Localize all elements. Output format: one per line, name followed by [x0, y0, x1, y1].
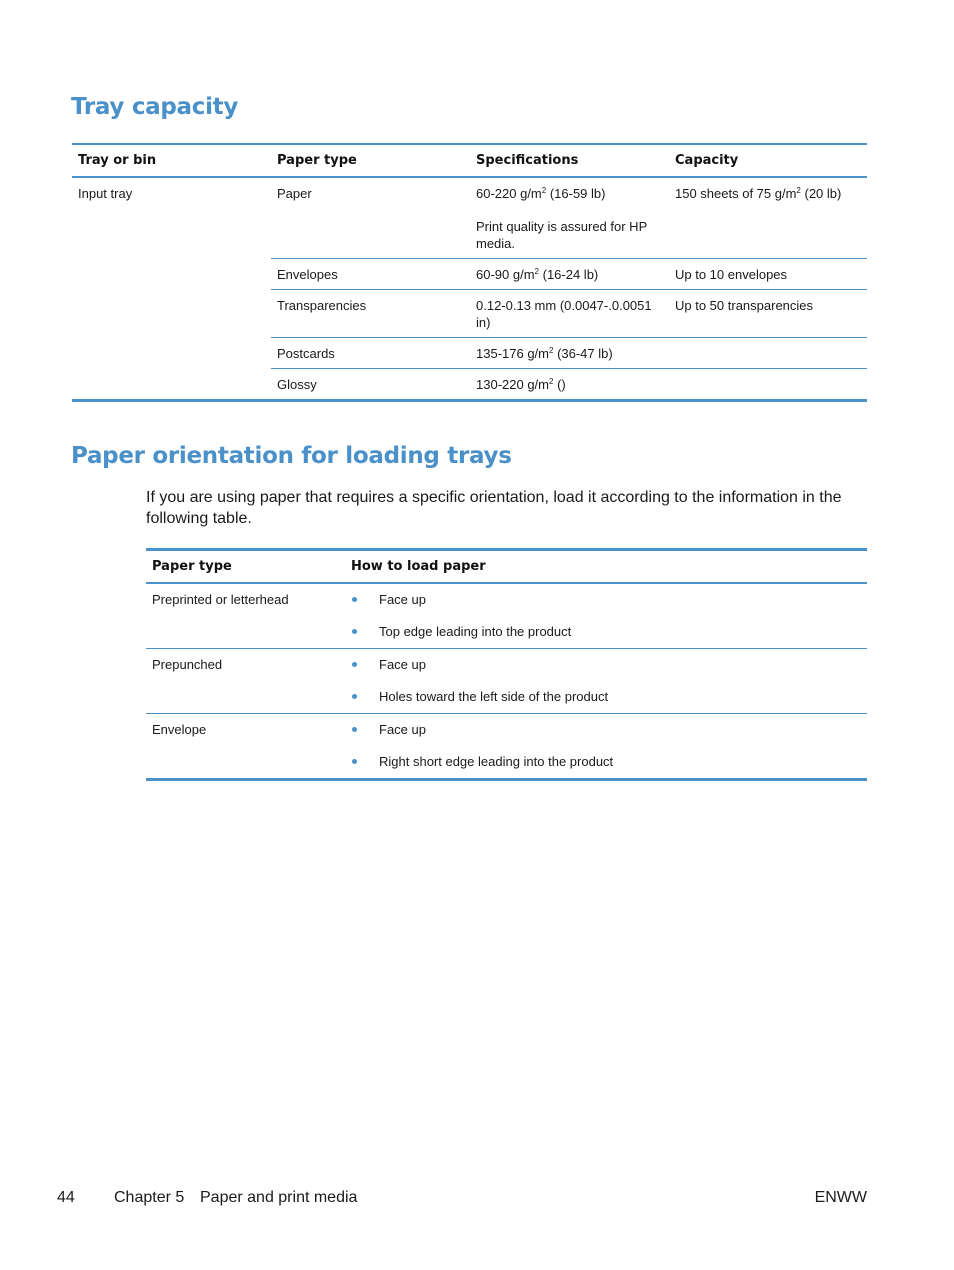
- table-header-row: [146, 550, 867, 584]
- load-steps-list: [351, 591, 861, 640]
- orientation-intro-text: If you are using paper that requires a specific orientation, load it according to the information in the following table.: [146, 489, 842, 527]
- load-steps-cell: [345, 649, 867, 714]
- table-row: [72, 177, 867, 259]
- specification-cell: 0.12-0.13 mm (0.0047-.0.0051 in): [470, 290, 669, 338]
- capacity-cell: [669, 338, 867, 369]
- document-id: ENWW: [814, 1189, 867, 1206]
- paper-type-cell: Glossy: [271, 369, 470, 401]
- paper-type-cell: Envelope: [146, 714, 345, 780]
- paper-type-cell: Transparencies: [271, 290, 470, 338]
- paper-type-cell: Postcards: [271, 338, 470, 369]
- bullet-icon: [352, 694, 357, 699]
- column-header-paper-type: Paper type: [146, 550, 345, 584]
- paper-orientation-table: [146, 548, 867, 781]
- chapter-label: Chapter 5: [114, 1189, 185, 1206]
- list-item: Face up: [351, 656, 861, 673]
- column-header-how-to-load: How to load paper: [345, 550, 867, 584]
- column-header-capacity: Capacity: [669, 144, 867, 177]
- bullet-icon: [352, 662, 357, 667]
- bullet-icon: [352, 629, 357, 634]
- list-item: Face up: [351, 721, 861, 738]
- table-row: [146, 583, 867, 649]
- capacity-cell: [669, 369, 867, 401]
- capacity-cell: Up to 50 transparencies: [669, 290, 867, 338]
- load-steps-list: [351, 721, 861, 770]
- column-header-specifications: Specifications: [470, 144, 669, 177]
- bullet-icon: [352, 759, 357, 764]
- specification-note: Print quality is assured for HP media.: [476, 219, 647, 251]
- chapter-title: Paper and print media: [200, 1189, 358, 1206]
- paper-type-cell: Paper: [277, 186, 312, 201]
- load-steps-cell: [345, 714, 867, 780]
- load-steps-list: [351, 656, 861, 705]
- bullet-icon: [352, 597, 357, 602]
- specification-cell: 135-176 $g/m^2$ (36-47 lb): [470, 338, 669, 369]
- specification-cell: 60-220 $g/m^2$ (16-59 lb) Print quality is assured for HP media.: [470, 177, 669, 259]
- paper-type-cell: Preprinted or letterhead: [152, 592, 289, 607]
- table-row: [146, 649, 867, 714]
- list-item: Face up: [351, 591, 861, 608]
- column-header-tray-or-bin: Tray or bin: [72, 144, 271, 177]
- column-header-paper-type: Paper type: [271, 144, 470, 177]
- tray-name-cell: Input tray: [78, 186, 133, 201]
- table-header-row: [72, 144, 867, 177]
- specification-cell: 130-220 $g/m^2$ (): [470, 369, 669, 401]
- page-footer: [57, 1189, 867, 1211]
- paper-type-cell: Prepunched: [146, 649, 345, 714]
- paper-type-cell: Envelopes: [271, 259, 470, 290]
- tray-capacity-table: [72, 143, 867, 402]
- tray-capacity-heading: Tray capacity: [71, 94, 239, 120]
- list-item: Top edge leading into the product: [351, 623, 861, 640]
- page-number: 44: [57, 1189, 75, 1206]
- specification-cell: 60-90 $g/m^2$ (16-24 lb): [470, 259, 669, 290]
- capacity-cell: 150 sheets of 75 $g/m^2$ (20 lb): [675, 186, 842, 201]
- capacity-cell: Up to 10 envelopes: [669, 259, 867, 290]
- paper-orientation-heading: Paper orientation for loading trays: [71, 443, 512, 469]
- bullet-icon: [352, 727, 357, 732]
- list-item: Right short edge leading into the product: [351, 753, 861, 770]
- table-row: [146, 714, 867, 780]
- list-item: Holes toward the left side of the product: [351, 688, 861, 705]
- load-steps-cell: [345, 583, 867, 649]
